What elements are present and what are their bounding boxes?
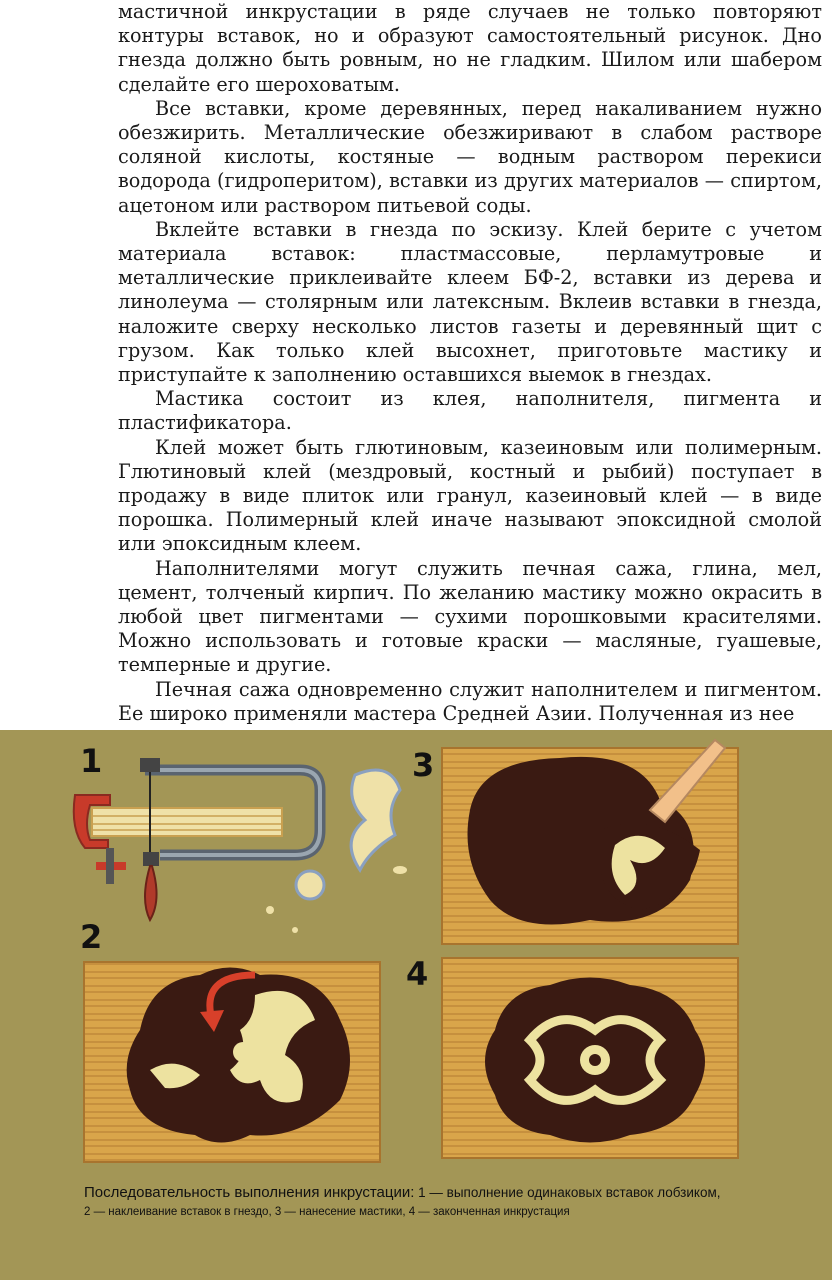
paragraph: Мастика состоит из клея, наполнителя, пигмента и пластификатора. <box>118 387 822 435</box>
body-text <box>118 0 822 726</box>
paragraph: Печная сажа одновременно служит наполнителем и пигментом. Ее широко применяли мастера Средней Азии. Полученная из нее <box>118 677 822 725</box>
paragraph: Вклейте вставки в гнезда по эскизу. Клей берите с учетом материала вставок: пластмассовые, перламутровые и металлические приклеивайте клеем БФ-2, вставки из дерева и линолеума — столярным или латексным. Вклеив вставки в гнезда, наложите сверху несколько листов газеты и деревянный щит с грузом. Как только клей высохнет, приготовьте мастику и приступайте к заполнению оставшихся выемок в гнездах. <box>118 217 822 387</box>
step-number: 3 <box>412 746 435 784</box>
paragraph: мастичной инкрустации в ряде случаев не только повторяют контуры вставок, но и образуют самостоятельный рисунок. Дно гнезда должно быть ровным, но не гладким. Шилом или шабером сделайте его шероховатым. <box>118 0 822 96</box>
step-number: 2 <box>80 918 103 956</box>
caption-line1: 1 — выполнение одинаковых вставок лобзиком, <box>418 1185 721 1200</box>
figure-caption <box>84 1183 804 1221</box>
board-step4 <box>442 958 738 1158</box>
caption-line2: 2 — наклеивание вставок в гнездо, 3 — нанесение мастики, 4 — законченная инкрустация <box>84 1206 570 1218</box>
step-number: 1 <box>80 742 103 780</box>
paragraph: Клей может быть глютиновым, казеиновым или полимерным. Глютиновый клей (мездровый, костный и рыбий) поступает в продажу в виде плиток или гранул, казеиновый клей — в виде порошка. Полимерный клей иначе называют эпоксидной смолой или эпоксидным клеем. <box>118 435 822 556</box>
fretsaw-drawing <box>74 758 320 920</box>
paragraph: Наполнителями могут служить печная сажа, глина, мел, цемент, толченый кирпич. По желанию мастику можно окрасить в любой цвет пигментами — сухими порошковыми красителями. Можно использовать и готовые краски — масляные, гуашевые, темперные и другие. <box>118 556 822 677</box>
step-number: 4 <box>406 955 429 993</box>
board-step3 <box>442 740 738 944</box>
paragraph: Все вставки, кроме деревянных, перед накаливанием нужно обезжирить. Металлические обезжиривают в слабом растворе соляной кислоты, костяные — водным раствором перекиси водорода (гидроперитом), вставки из других материалов — спиртом, ацетоном или раствором питьевой соды. <box>118 96 822 217</box>
caption-title: Последовательность выполнения инкрустации: <box>84 1184 415 1201</box>
board-step2 <box>84 962 380 1162</box>
